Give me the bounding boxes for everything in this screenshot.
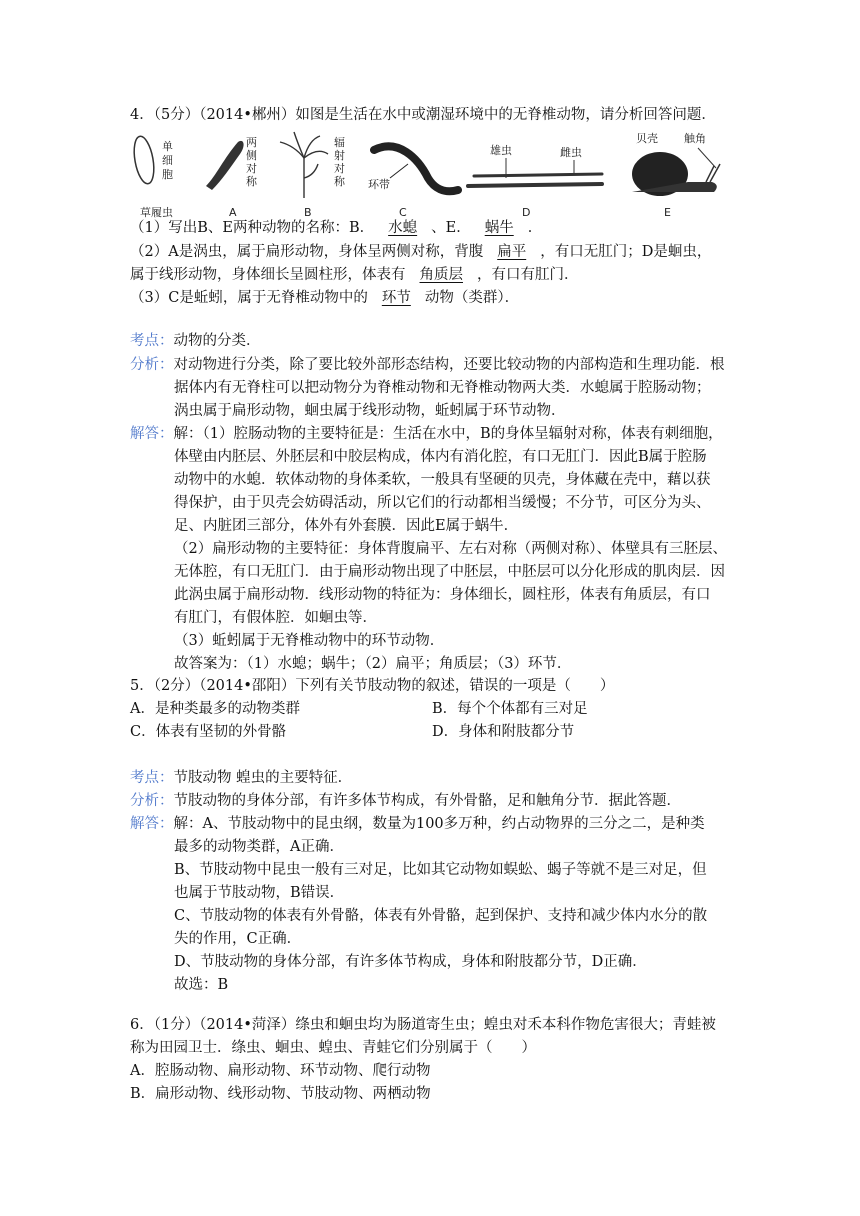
jieda-line: （2）扁形动物的主要特征：身体背腹扁平、左右对称（两侧对称）、体壁具有三胚层、 <box>174 541 727 557</box>
a-letter: A <box>229 206 237 219</box>
jieda-line: 解：（1）腔肠动物的主要特征是：生活在水中，B的身体呈辐射对称，体表有刺细胞， <box>173 426 723 442</box>
q6-option-b: B．扁形动物、线形动物、节肢动物、两栖动物 <box>130 1086 431 1102</box>
jieda-line: 最多的动物类群，A正确． <box>174 839 344 855</box>
c-letter: C <box>399 206 407 219</box>
q5-kaodian <box>130 768 352 788</box>
answer-b: 水螅 <box>388 220 418 236</box>
q5-stem: 5．（2分）（2014•邵阳）下列有关节肢动物的叙述，错误的一项是（ ） <box>130 678 615 694</box>
jieda-line: 此涡虫属于扁形动物．线形动物的特征为：身体细长，圆柱形，体表有角质层，有口 <box>174 587 711 603</box>
planarian-figure <box>206 136 258 219</box>
jieda-label: 解答： <box>130 816 174 832</box>
paramecium-label-3: 胞 <box>162 168 173 181</box>
jieda-line: B、节肢动物中昆虫一般有三对足，比如其它动物如蜈蚣、蝎子等就不是三对足，但 <box>174 862 707 878</box>
q4-sub1-text2: 、E． <box>431 220 471 236</box>
fenxi-line: 对动物进行分类，除了要比较外部形态结构，还要比较动物的内部构造和生理功能．根 <box>173 357 725 373</box>
jieda-line: 故答案为：（1）水螅；蜗牛；（2）扁平；角质层；（3）环节． <box>174 656 572 672</box>
d-letter: D <box>522 206 531 219</box>
q4-sub3 <box>130 288 519 308</box>
q4-sub2 <box>130 242 711 262</box>
q4-stem: 4．（5分）（2014•郴州）如图是生活在水中或潮湿环境中的无脊椎动物，请分析回答问题． <box>130 107 716 123</box>
q4-sub1-end: ． <box>527 220 543 236</box>
b-label-1: 辐 <box>334 136 345 149</box>
jieda-line: 足、内脏团三部分，体外有外套膜．因此E属于蜗牛． <box>174 518 519 534</box>
jieda-line: 得保护，由于贝壳会妨碍活动，所以它们的行动都相当缓慢；不分节，可区分为头、 <box>174 495 711 511</box>
q4-sub3-end: 动物（类群）． <box>424 290 520 306</box>
jieda-line: D、节肢动物的身体分部，有许多体节构成，身体和附肢都分节，D正确． <box>174 954 647 970</box>
jieda-line: 故选：B <box>174 977 229 993</box>
fenxi-line: 据体内有无脊柱可以把动物分为脊椎动物和无脊椎动物两大类．水螅属于腔肠动物； <box>174 380 711 396</box>
q4-sub2-text2: ，有口无肛门；D是蛔虫， <box>540 244 712 260</box>
snail-figure <box>632 131 720 219</box>
q5-option-a: A．是种类最多的动物类群 <box>130 701 300 717</box>
q4-kaodian <box>130 331 261 351</box>
fenxi-label: 分析： <box>130 357 174 373</box>
q4-sub1-text: （1）写出B、E两种动物的名称：B． <box>130 220 375 236</box>
jieda-line: 失的作用，C正确． <box>174 931 302 947</box>
answer-annelid: 环节 <box>381 290 411 306</box>
jieda-line: 体壁由内胚层、外胚层和中胶层构成，体内有消化腔，有口无肛门．因此B属于腔肠 <box>174 449 707 465</box>
e-letter: E <box>664 206 671 219</box>
a-label-3: 对 <box>246 162 257 175</box>
jieda-line: （3）蚯蚓属于无脊椎动物中的环节动物． <box>174 633 445 649</box>
answer-e: 蜗牛 <box>484 220 514 236</box>
e-label-tentacle: 触角 <box>684 132 706 145</box>
kaodian-label: 考点： <box>130 770 174 786</box>
earthworm-figure <box>368 146 458 219</box>
a-label-1: 两 <box>246 136 257 149</box>
q4-fenxi <box>130 355 725 375</box>
b-letter: B <box>304 206 312 219</box>
roundworm-figure <box>468 143 602 219</box>
q4-sub2-line2-text: 属于线形动物，身体细长呈圆柱形，体表有 <box>130 267 406 283</box>
c-label: 环带 <box>368 178 390 191</box>
jieda-line: 动物中的水螅．软体动物的身体柔软，一般具有坚硬的贝壳，身体藏在壳中，藉以获 <box>174 472 711 488</box>
jieda-line: 有肛门，有假体腔．如蛔虫等． <box>174 610 377 626</box>
q4-sub3-text: （3）C是蚯蚓，属于无脊椎动物中的 <box>130 290 368 306</box>
q6-option-a: A．腔肠动物、扁形动物、环节动物、爬行动物 <box>130 1063 431 1079</box>
b-label-2: 射 <box>334 149 345 162</box>
q4-figure <box>128 128 728 224</box>
hydra-figure <box>280 132 346 219</box>
answer-cuticle: 角质层 <box>419 267 463 283</box>
b-label-3: 对 <box>334 162 345 175</box>
jieda-line: C、节肢动物的体表有外骨骼，体表有外骨骼，起到保护、支持和减少体内水分的散 <box>174 908 708 924</box>
q5-jieda <box>130 814 705 834</box>
q5-option-d: D．身体和附肢都分节 <box>432 724 575 740</box>
jieda-line: 解：A、节肢动物中的昆虫纲，数量为100多万种，约占动物界的三分之二，是种类 <box>173 816 705 832</box>
a-label-2: 侧 <box>246 149 257 162</box>
q5-fenxi <box>130 791 681 811</box>
q4-jieda <box>130 424 723 444</box>
answer-dorsoventral: 扁平 <box>497 244 527 260</box>
kaodian-text: 动物的分类． <box>173 333 261 349</box>
kaodian-label: 考点： <box>130 333 174 349</box>
q5-option-b: B．每个个体都有三对足 <box>432 701 588 717</box>
a-label-4: 称 <box>246 175 257 188</box>
paramecium-label-1: 单 <box>162 140 173 153</box>
q4-sub2-line2-end: ，有口有肛门． <box>477 267 579 283</box>
q6-stem-line1: 6．（1分）（2014•菏泽）绦虫和蛔虫均为肠道寄生虫；蝗虫对禾本科作物危害很大；青蛙被 <box>130 1017 716 1033</box>
d-label-female: 雌虫 <box>560 146 582 159</box>
paramecium-name: 草履虫 <box>140 206 173 219</box>
q6-stem-line2: 称为田园卫士．绦虫、蛔虫、蝗虫、青蛙它们分别属于（ ） <box>130 1040 536 1056</box>
fenxi-line: 涡虫属于扁形动物，蛔虫属于线形动物，蚯蚓属于环节动物． <box>174 403 566 419</box>
q4-sub2-line2 <box>130 265 579 285</box>
fenxi-label: 分析： <box>130 793 174 809</box>
jieda-line: 也属于节肢动物，B错误． <box>174 885 345 901</box>
jieda-label: 解答： <box>130 426 174 442</box>
jieda-line: 无体腔，有口无肛门．由于扁形动物出现了中胚层，中胚层可以分化形成的肌肉层．因 <box>174 564 725 580</box>
e-label-shell: 贝壳 <box>636 132 658 145</box>
paramecium-figure <box>131 135 173 219</box>
fenxi-text: 节肢动物的身体分部，有许多体节构成，有外骨骼，足和触角分节．据此答题． <box>173 793 681 809</box>
paramecium-label-2: 细 <box>162 154 173 167</box>
b-label-4: 称 <box>334 175 345 188</box>
kaodian-text: 节肢动物 蝗虫的主要特征． <box>173 770 353 786</box>
q4-sub2-text: （2）A是涡虫，属于扁形动物，身体呈两侧对称，背腹 <box>130 244 484 260</box>
q5-option-c: C．体表有坚韧的外骨骼 <box>130 724 287 740</box>
d-label-male: 雄虫 <box>490 144 512 157</box>
q4-sub1 <box>130 218 542 238</box>
